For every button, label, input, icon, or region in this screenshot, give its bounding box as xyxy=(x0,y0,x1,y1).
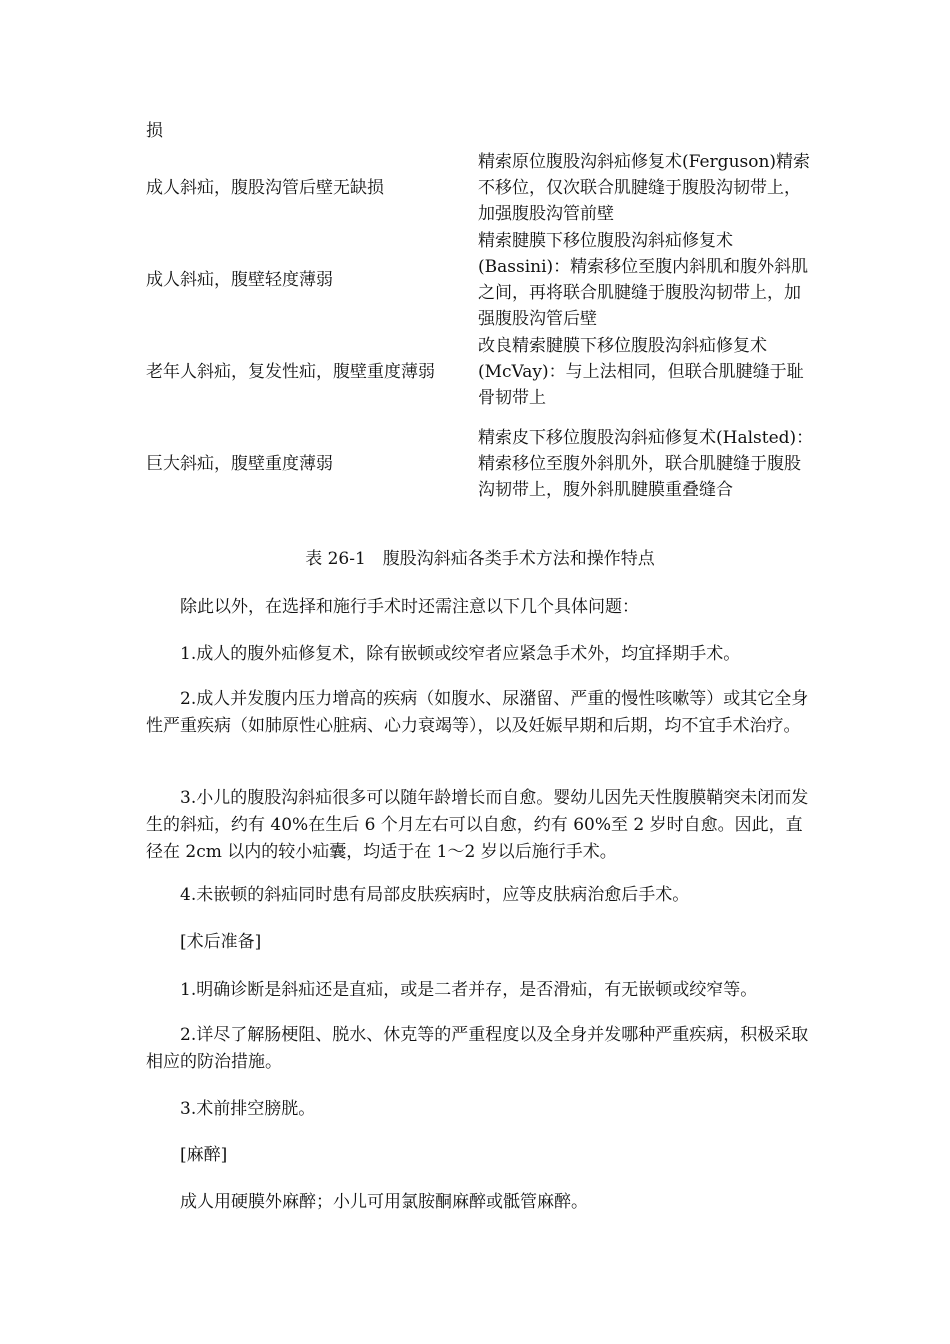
method-cell: 精索皮下移位腹股沟斜疝修复术(Halsted)：精索移位至腹外斜肌外，联合肌腱缝于腹股沟韧带上，腹外斜肌腱膜重叠缝合 xyxy=(478,428,814,500)
paragraph-anesthesia: 成人用硬膜外麻醉；小儿可用氯胺酮麻醉或骶管麻醉。 xyxy=(180,1192,588,1212)
paragraph-item-3: 3.小儿的腹股沟斜疝很多可以随年龄增长而自愈。婴幼儿因先天性腹膜鞘突未闭而发生的斜疝，约有 40%在生后 6 个月左右可以自愈，约有 60%至 2 岁时自愈。因此，直径在 2cm 以内的较小疝囊，均适于在 1～2 岁以后施行手术。 xyxy=(146,788,809,862)
table-row xyxy=(146,228,814,332)
paragraph-preop-1: 1.明确诊断是斜疝还是直疝，或是二者并存，是否滑疝，有无嵌顿或绞窄等。 xyxy=(180,980,758,1000)
table-caption: 表 26-1 腹股沟斜疝各类手术方法和操作特点 xyxy=(305,549,655,569)
condition-cell: 老年人斜疝，复发性疝，腹壁重度薄弱 xyxy=(146,362,435,382)
paragraph-item-2: 2.成人并发腹内压力增高的疾病（如腹水、尿潴留、严重的慢性咳嗽等）或其它全身性严重疾病（如肺原性心脏病、心力衰竭等），以及妊娠早期和后期，均不宜手术治疗。 xyxy=(146,689,809,736)
paragraph-item-1: 1.成人的腹外疝修复术，除有嵌顿或绞窄者应紧急手术外，均宜择期手术。 xyxy=(180,644,741,664)
table-row xyxy=(146,148,814,228)
paragraph-preop-2: 2.详尽了解肠梗阻、脱水、休克等的严重程度以及全身并发哪种严重疾病，积极采取相应的防治措施。 xyxy=(146,1025,809,1072)
method-cell: 精索原位腹股沟斜疝修复术(Ferguson)精索不移位，仅次联合肌腱缝于腹股沟韧带上，加强腹股沟管前壁 xyxy=(478,152,811,224)
section-heading-anesthesia: [麻醉] xyxy=(180,1145,228,1165)
section-heading-preop: [术后准备] xyxy=(180,932,262,952)
lead-fragment: 损 xyxy=(146,121,163,141)
table-row xyxy=(146,412,814,516)
method-cell: 改良精索腱膜下移位腹股沟斜疝修复术(McVay)：与上法相同，但联合肌腱缝于耻骨韧带上 xyxy=(478,336,804,408)
paragraph-intro: 除此以外，在选择和施行手术时还需注意以下几个具体问题： xyxy=(180,597,639,617)
condition-cell: 巨大斜疝，腹壁重度薄弱 xyxy=(146,454,333,474)
table-row xyxy=(146,332,814,412)
paragraph-item-4: 4.未嵌顿的斜疝同时患有局部皮肤疾病时，应等皮肤病治愈后手术。 xyxy=(180,885,690,905)
condition-cell: 成人斜疝，腹股沟管后壁无缺损 xyxy=(146,178,384,198)
condition-cell: 成人斜疝，腹壁轻度薄弱 xyxy=(146,270,333,290)
surgery-methods-table xyxy=(146,148,814,516)
method-cell: 精索腱膜下移位腹股沟斜疝修复术(Bassini)：精索移位至腹内斜肌和腹外斜肌之间，再将联合肌腱缝于腹股沟韧带上，加强腹股沟管后壁 xyxy=(478,231,809,329)
paragraph-preop-3: 3.术前排空膀胱。 xyxy=(180,1099,316,1119)
